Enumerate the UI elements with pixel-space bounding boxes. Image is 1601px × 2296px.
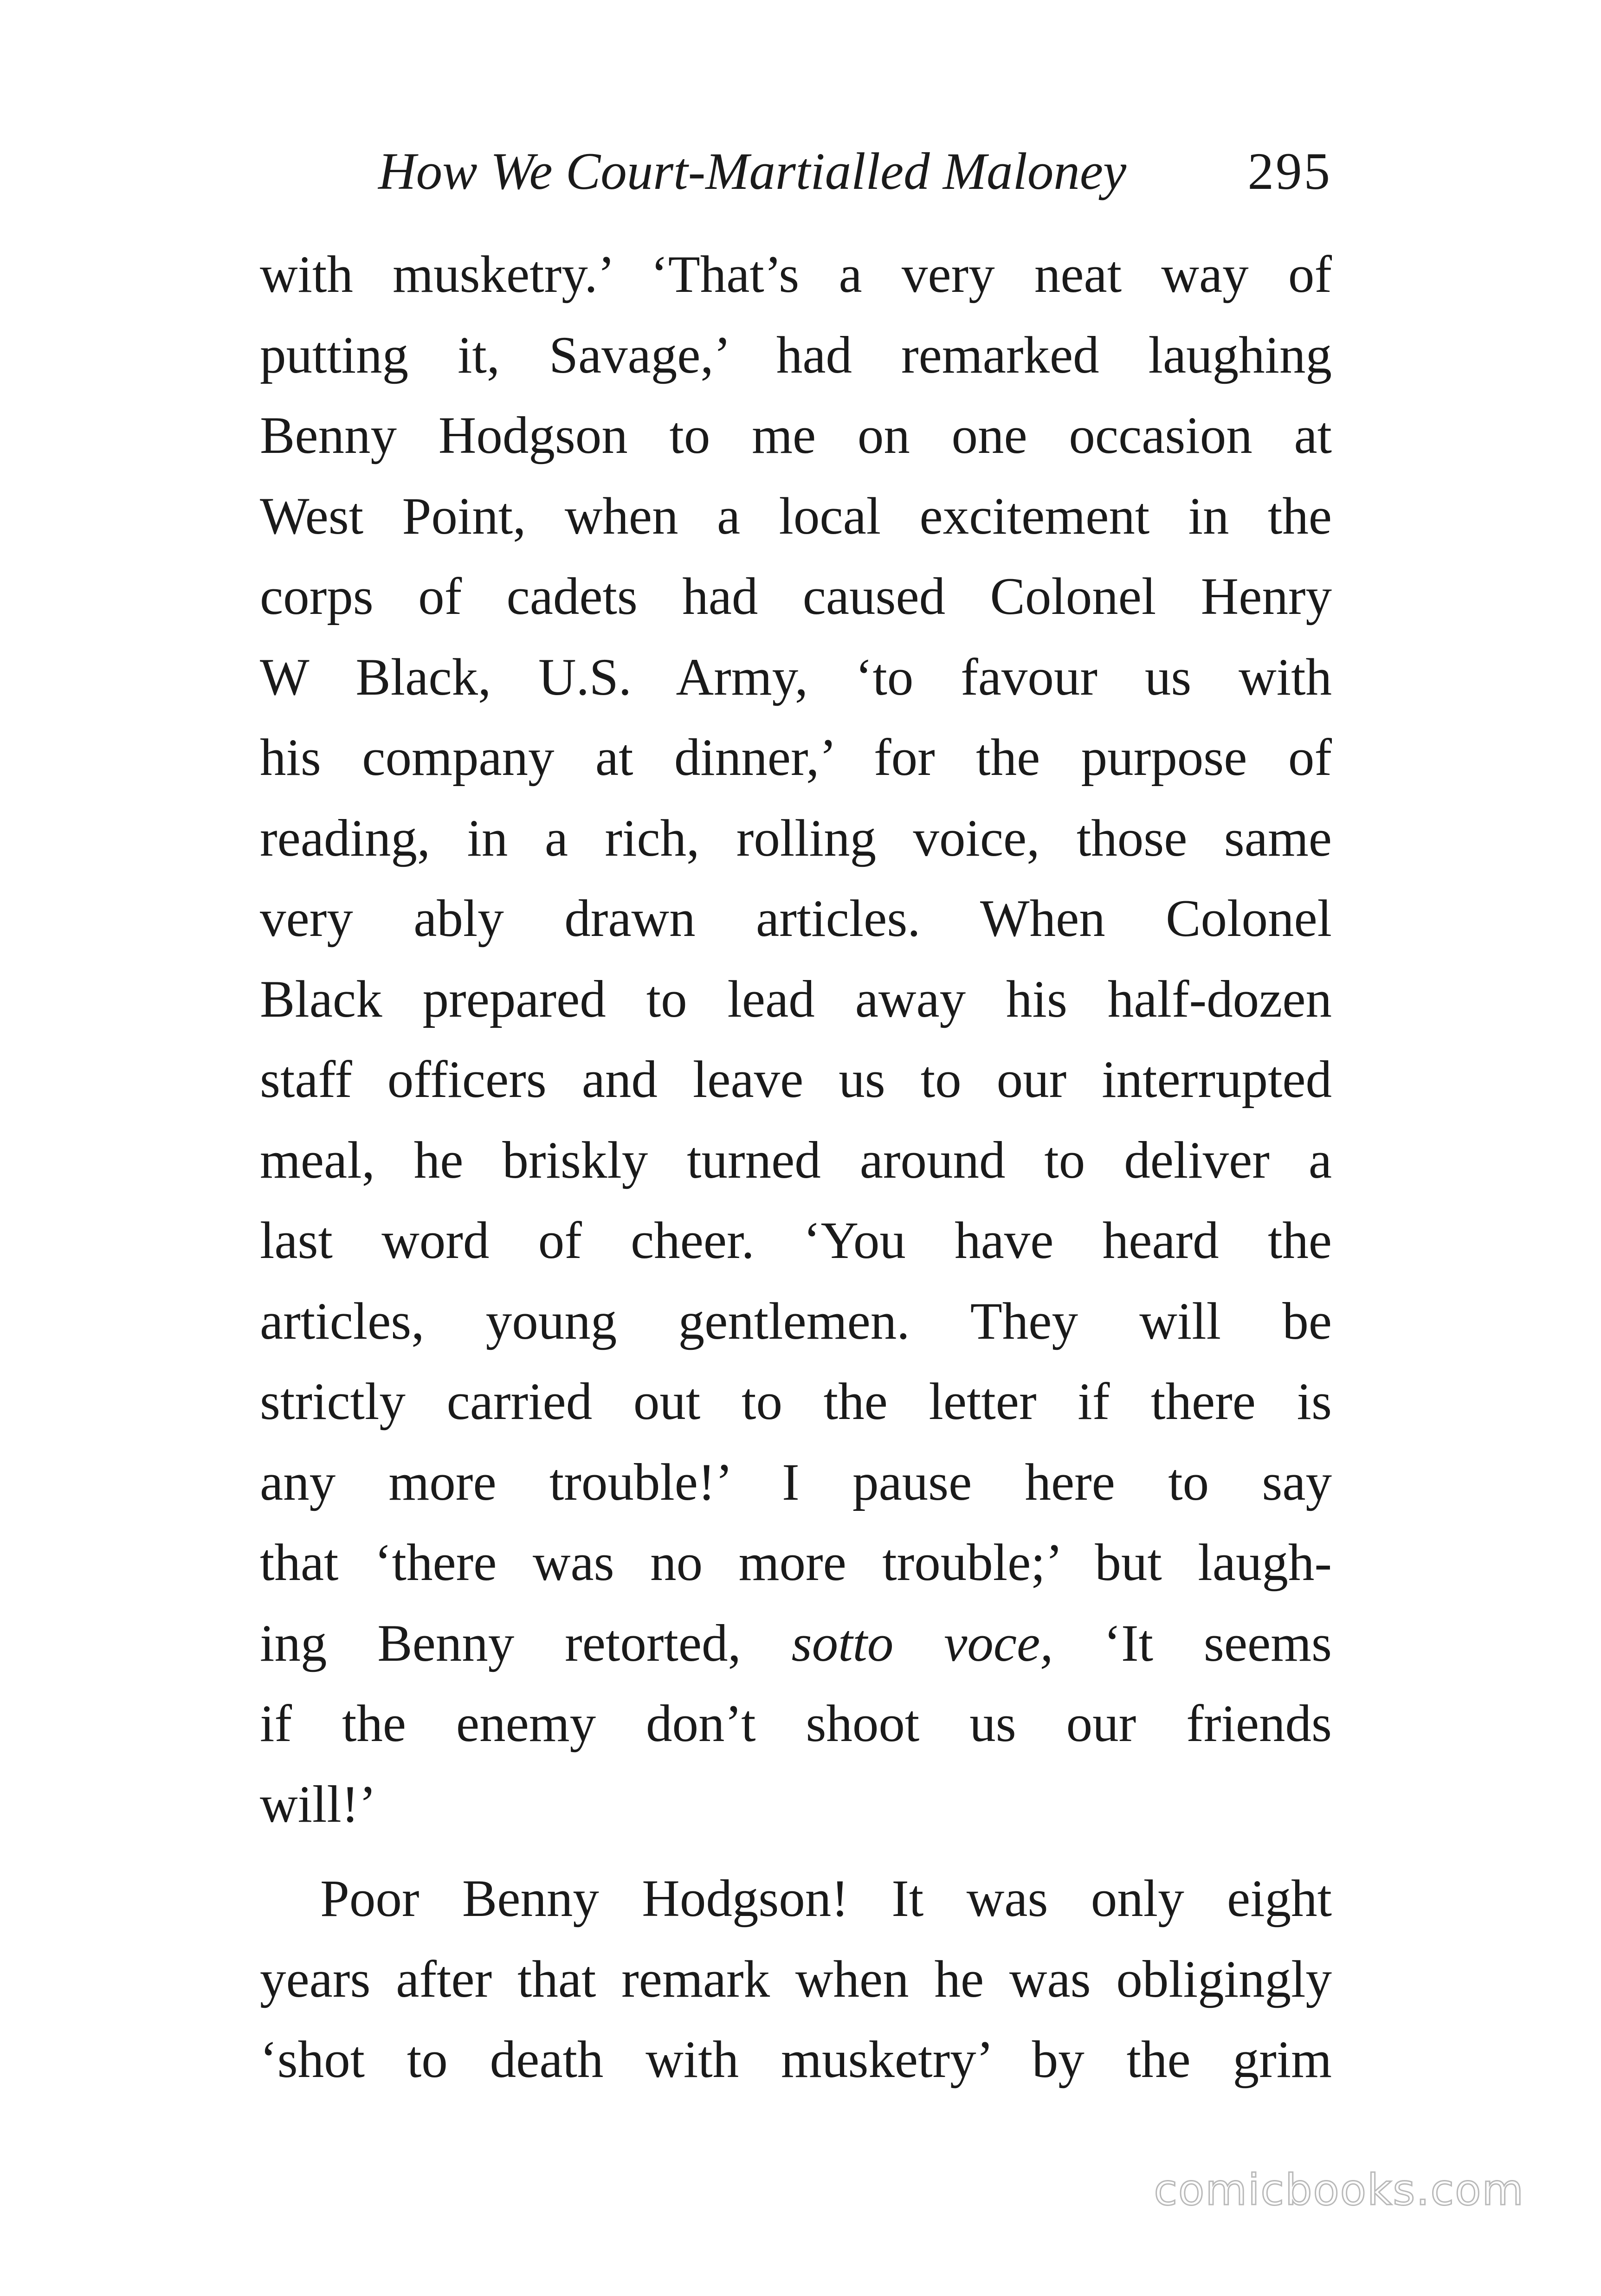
paragraph-1 bbox=[260, 234, 1332, 1845]
text-line-last: will!’ bbox=[260, 1775, 377, 1833]
italic-phrase: sotto voce, bbox=[791, 1614, 1053, 1672]
text-line: years after that remark when he was obligingly bbox=[260, 1950, 1332, 2008]
text-line: very ably drawn articles. When Colonel bbox=[260, 890, 1332, 948]
text-line: ‘shot to death with musketry’ by the grim bbox=[260, 2031, 1332, 2089]
text-line: meal, he briskly turned around to deliver a bbox=[260, 1131, 1332, 1189]
text-line: if the enemy don’t shoot us our friends bbox=[260, 1695, 1332, 1753]
text-segment: ing Benny retorted, bbox=[260, 1614, 741, 1672]
text-line: last word of cheer. ‘You have heard the bbox=[260, 1212, 1332, 1270]
text-line: W Black, U.S. Army, ‘to favour us with bbox=[260, 648, 1332, 706]
text-line: any more trouble!’ I pause here to say bbox=[260, 1453, 1332, 1511]
text-line: articles, young gentlemen. They will be bbox=[260, 1292, 1332, 1350]
watermark-logo: comicbooks.com bbox=[1154, 2165, 1524, 2215]
text-line: West Point, when a local excitement in the bbox=[260, 487, 1332, 545]
text-line-with-italic bbox=[260, 1603, 1332, 1684]
body-text bbox=[260, 234, 1332, 2100]
text-line: with musketry.’ ‘That’s a very neat way of bbox=[260, 245, 1332, 303]
text-line: that ‘there was no more trouble;’ but laugh- bbox=[260, 1534, 1332, 1592]
running-title: How We Court-Martialled Maloney bbox=[378, 142, 1127, 200]
text-segment: ‘It seems bbox=[1104, 1614, 1332, 1672]
text-line: staff officers and leave us to our interrupted bbox=[260, 1051, 1332, 1109]
text-line: strictly carried out to the letter if there is bbox=[260, 1373, 1332, 1431]
text-line: Poor Benny Hodgson! It was only eight bbox=[320, 1870, 1332, 1928]
paragraph-gap bbox=[260, 1845, 1332, 1858]
text-line: reading, in a rich, rolling voice, those same bbox=[260, 809, 1332, 867]
text-line: Black prepared to lead away his half-dozen bbox=[260, 970, 1332, 1028]
paragraph-2 bbox=[260, 1858, 1332, 2100]
text-line: his company at dinner,’ for the purpose of bbox=[260, 729, 1332, 787]
text-line: putting it, Savage,’ had remarked laughing bbox=[260, 326, 1332, 384]
page-number: 295 bbox=[1247, 142, 1332, 200]
text-line: Benny Hodgson to me on one occasion at bbox=[260, 406, 1332, 464]
running-head bbox=[260, 132, 1332, 211]
text-line: corps of cadets had caused Colonel Henry bbox=[260, 568, 1332, 626]
